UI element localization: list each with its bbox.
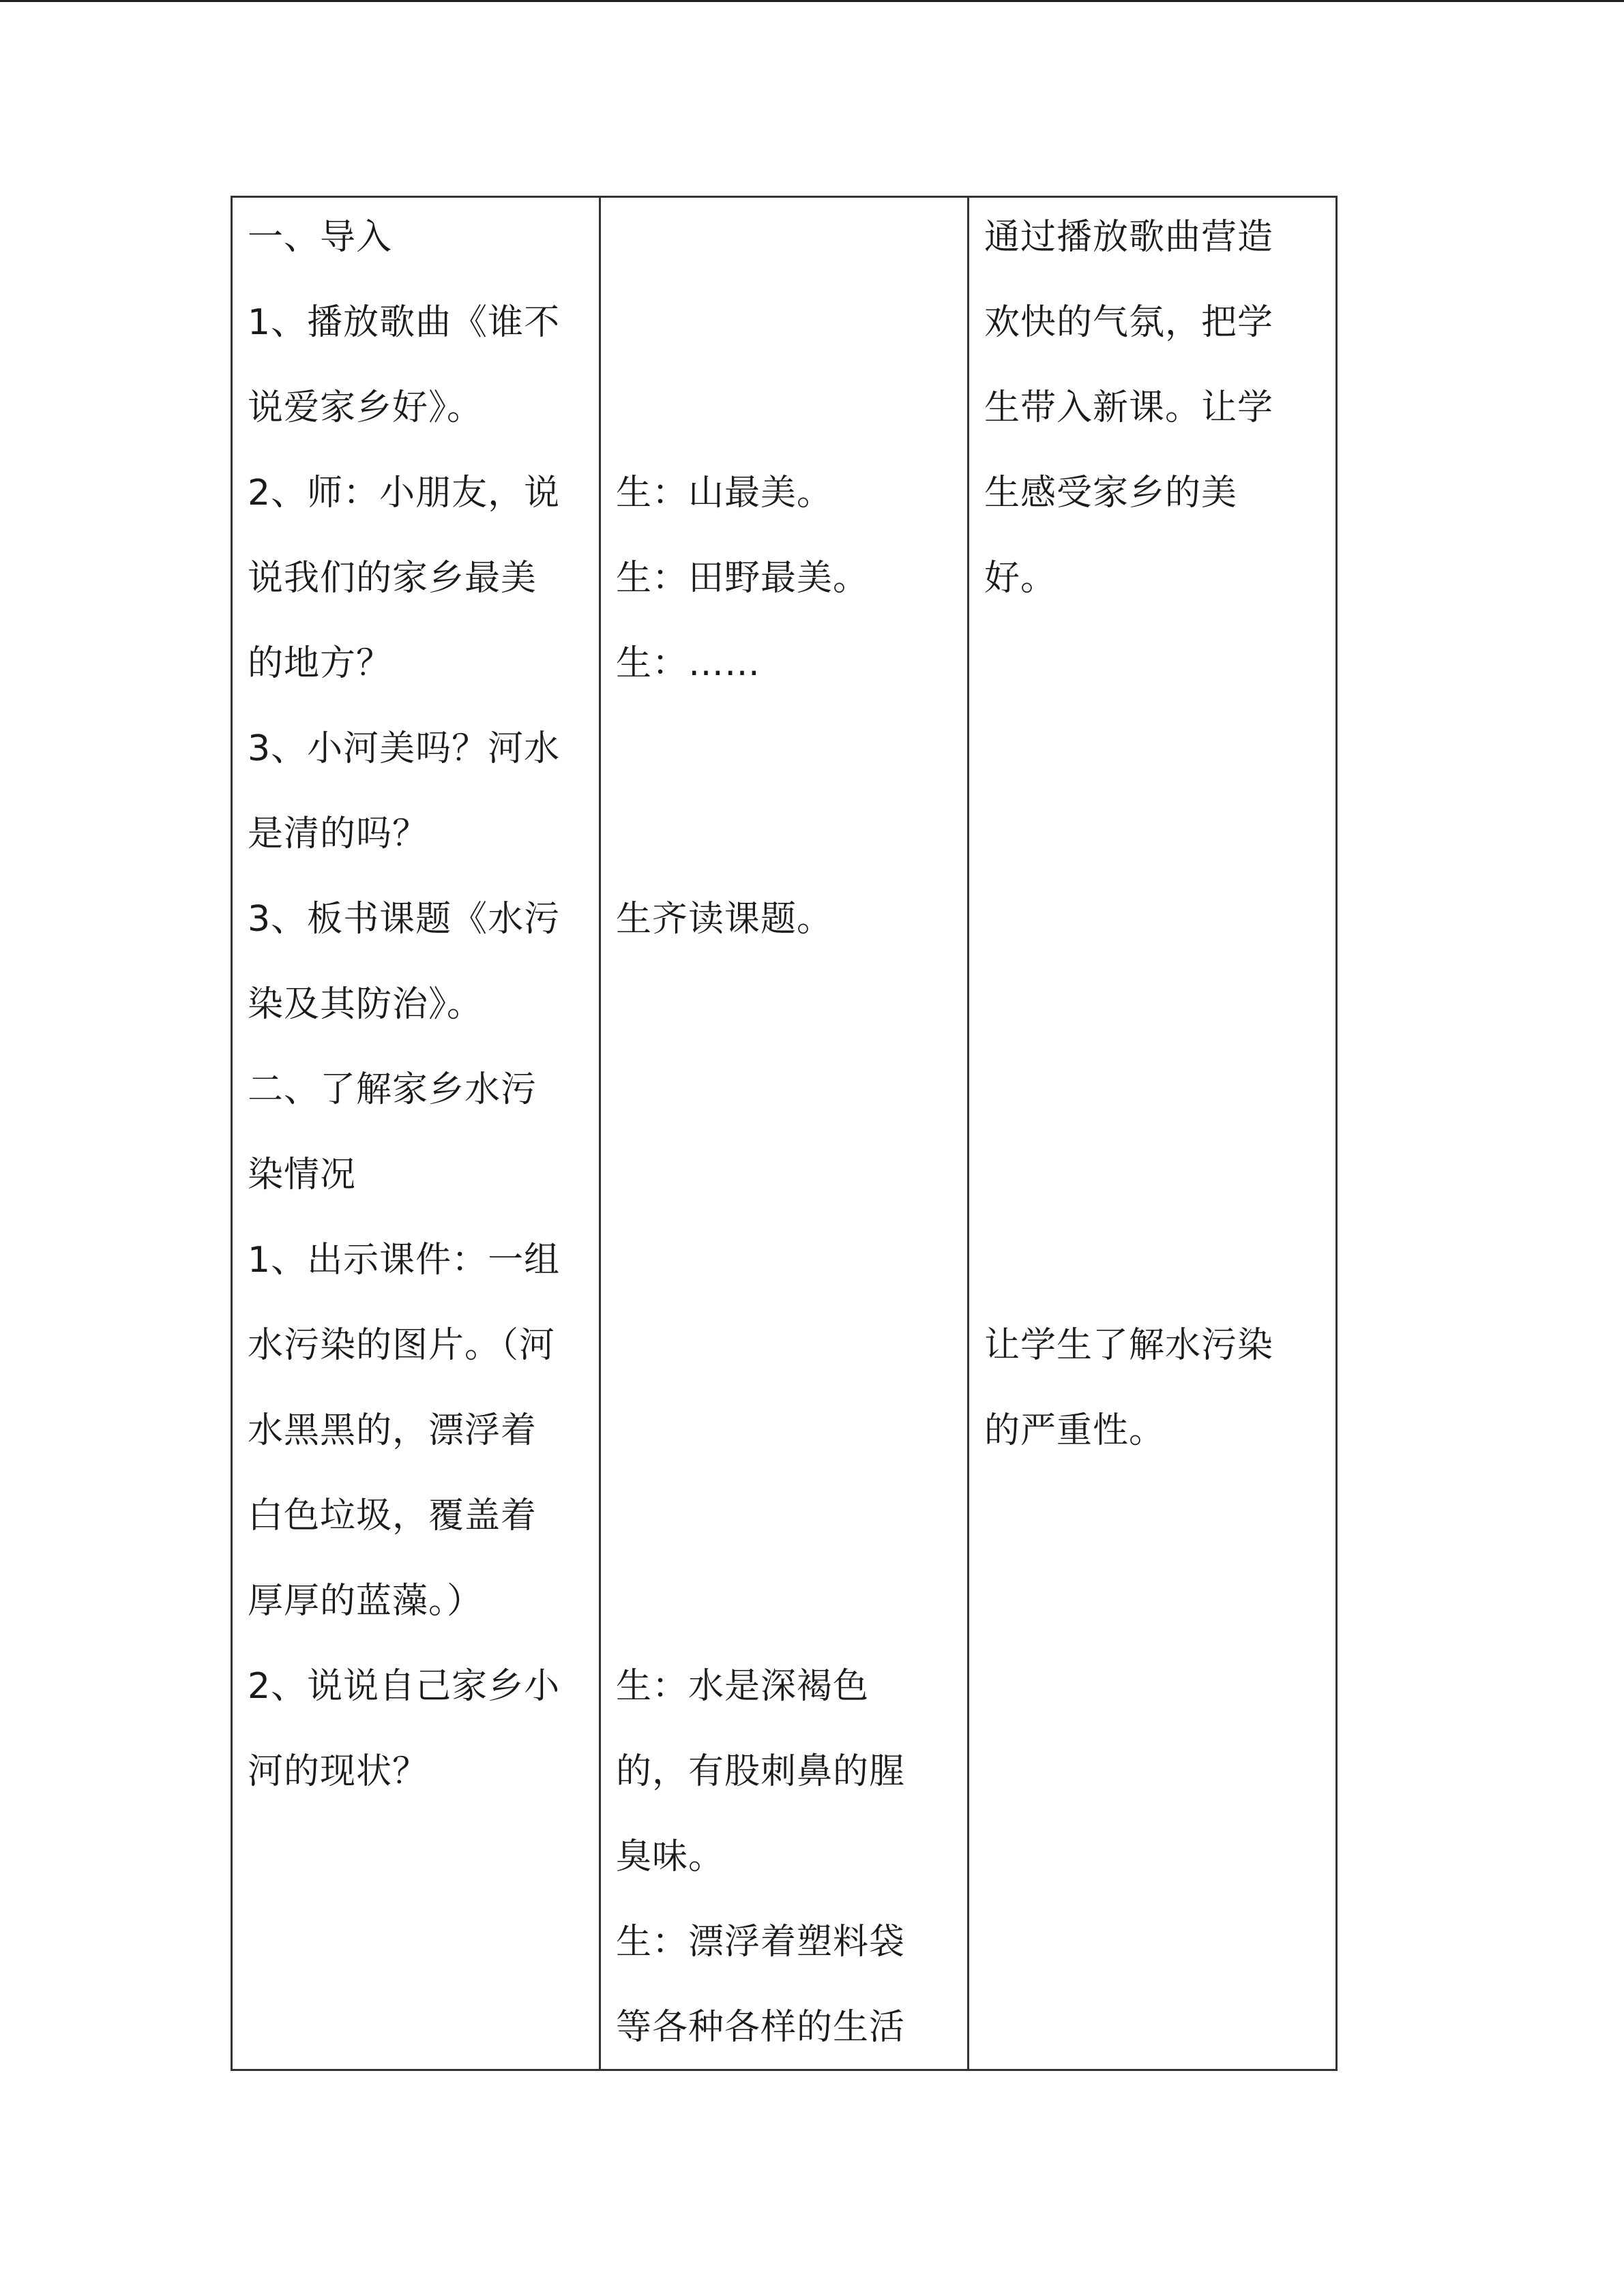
teacher-activity-line: 河的现状？	[248, 1751, 429, 1792]
teacher-activity-line: 2、说说自己家乡小	[248, 1666, 561, 1707]
student-activity-line: 生：水是深褐色	[616, 1666, 870, 1707]
page-top-rule	[0, 0, 1624, 2]
design-intent-line: 欢快的气氛，把学	[984, 302, 1274, 343]
design-intent-line: 生带入新课。让学	[984, 387, 1274, 428]
teacher-activity-line: 染情况	[248, 1154, 357, 1195]
student-activity-line: 生：田野最美。	[616, 558, 870, 599]
design-intent-line: 好。	[984, 558, 1057, 599]
teacher-activity-line: 说我们的家乡最美	[248, 558, 537, 599]
design-intent-line: 生感受家乡的美	[984, 473, 1238, 513]
teacher-activity-line: 水污染的图片。（河	[248, 1325, 556, 1366]
teacher-activity-line: 说爱家乡好》。	[248, 387, 484, 428]
lesson-plan-table	[231, 196, 1338, 2071]
design-intent-column	[969, 198, 1335, 2069]
student-activity-line: 生：漂浮着塑料袋	[616, 1922, 906, 1963]
teacher-activity-line: 二、了解家乡水污	[248, 1069, 537, 1110]
teacher-activity-line: 的地方？	[248, 643, 393, 684]
student-activity-line: 生齐读课题。	[616, 899, 833, 940]
design-intent-line: 的严重性。	[984, 1410, 1166, 1451]
student-activity-line: 等各种各样的生活	[616, 2007, 906, 2048]
teacher-activity-line: 3、小河美吗？河水	[248, 728, 561, 769]
teacher-activity-line: 1、出示课件：一组	[248, 1240, 561, 1281]
teacher-activity-line: 白色垃圾，覆盖着	[248, 1495, 537, 1536]
teacher-activity-line: 2、师：小朋友，说	[248, 473, 561, 513]
design-intent-line: 让学生了解水污染	[984, 1325, 1274, 1366]
student-activity-column	[601, 198, 969, 2069]
teacher-activity-line: 3、板书课题《水污	[248, 899, 561, 940]
student-activity-line: 的，有股刺鼻的腥	[616, 1751, 906, 1792]
teacher-activity-line: 厚厚的蓝藻。）	[248, 1581, 484, 1622]
student-activity-line: 生：……	[616, 643, 761, 684]
teacher-activity-line: 一、导入	[248, 217, 393, 258]
teacher-activity-line: 水黑黑的，漂浮着	[248, 1410, 537, 1451]
design-intent-line: 通过播放歌曲营造	[984, 217, 1274, 258]
teacher-activity-line: 染及其防治》。	[248, 984, 484, 1025]
student-activity-line: 臭味。	[616, 1836, 725, 1877]
teacher-activity-line: 1、播放歌曲《谁不	[248, 302, 561, 343]
teacher-activity-column	[233, 198, 601, 2069]
teacher-activity-line: 是清的吗？	[248, 814, 429, 854]
student-activity-line: 生：山最美。	[616, 473, 833, 513]
